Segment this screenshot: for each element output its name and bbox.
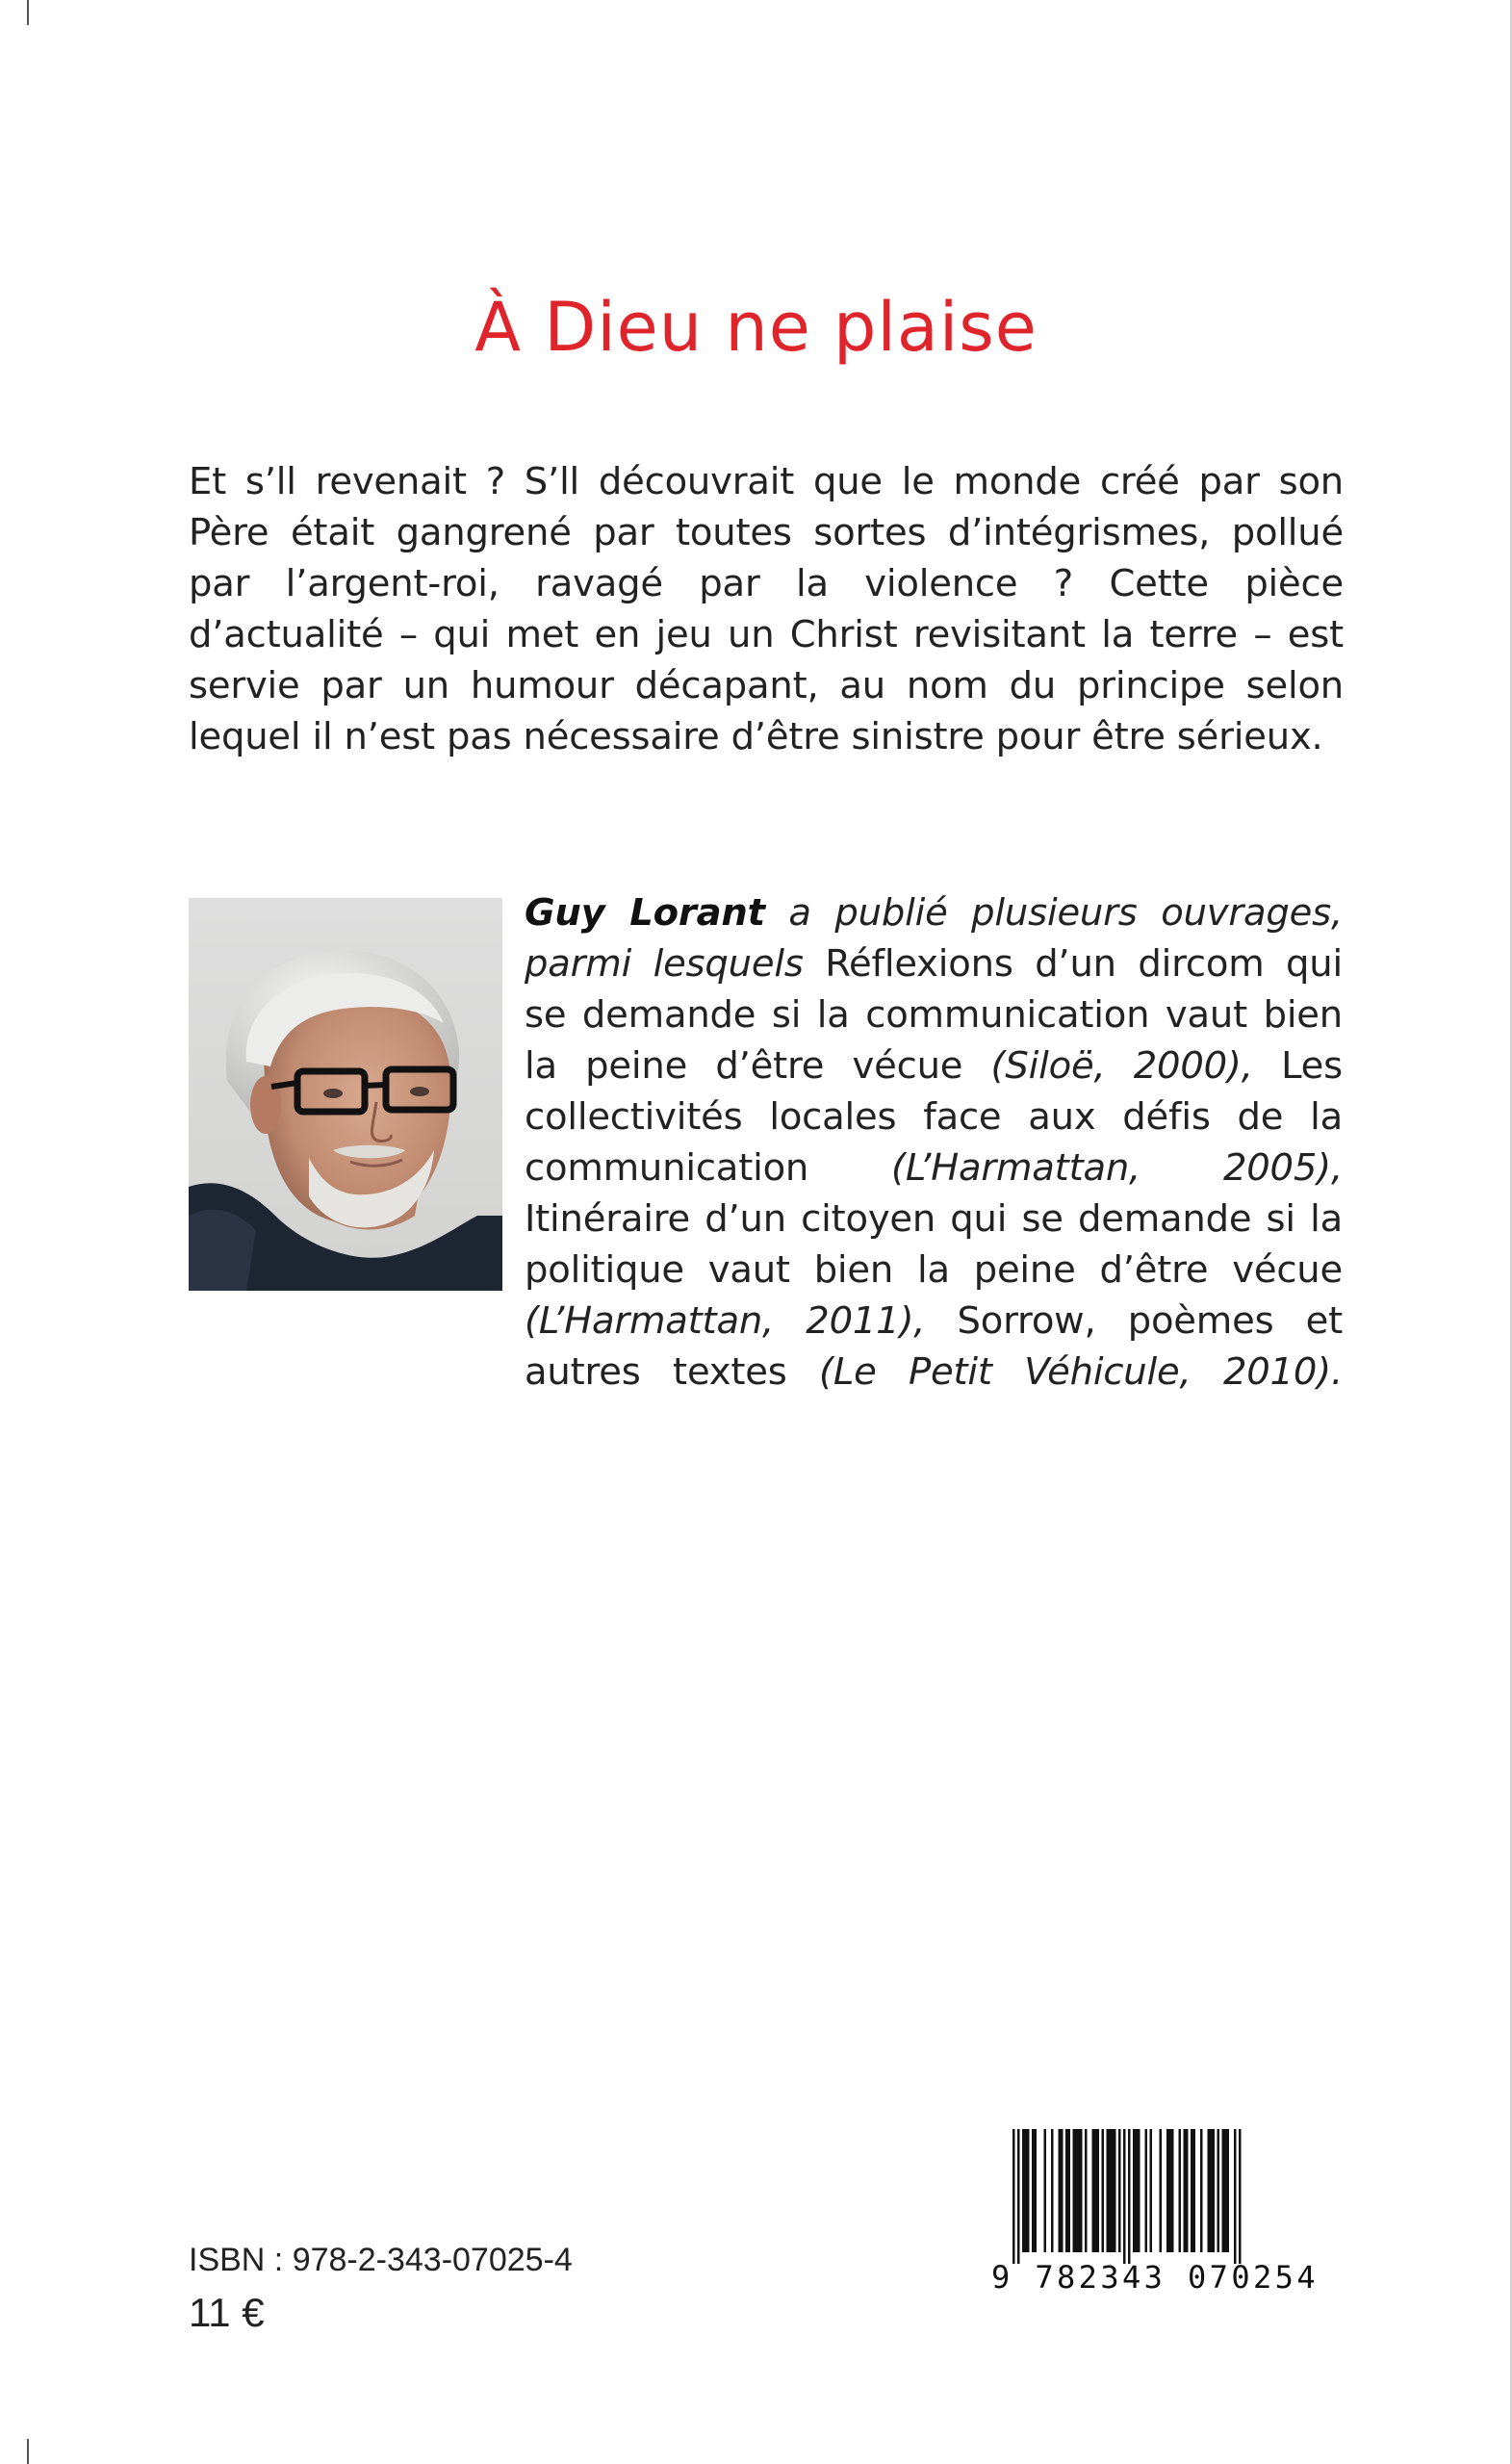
author-portrait-icon — [189, 898, 502, 1291]
barcode-bar — [1051, 2129, 1054, 2252]
barcode-bar — [1092, 2129, 1095, 2252]
isbn-label: ISBN : 978-2-343-07025-4 — [189, 2242, 573, 2278]
barcode-bar — [1073, 2129, 1076, 2252]
barcode-bar — [1160, 2129, 1163, 2252]
bio-segment: Les collectivités locales face aux défis de la communication — [525, 1044, 1343, 1190]
barcode-bar — [1200, 2129, 1203, 2252]
barcode-bar — [1027, 2129, 1030, 2252]
barcode-bar — [1138, 2129, 1140, 2252]
barcode-bar — [1123, 2129, 1126, 2264]
crop-mark-top — [27, 0, 29, 25]
barcode-bar — [1035, 2129, 1038, 2252]
bio-segment: Réflexions d’un dircom qui se demande si la communication vaut bien la peine d’être vécue — [525, 942, 1343, 1088]
bio-segment: Itinéraire d’un citoyen qui se demande si la politique vaut bien la peine d’être vécue — [525, 1197, 1343, 1292]
barcode-bar — [1224, 2129, 1227, 2252]
barcode-bar — [1217, 2129, 1220, 2252]
barcode-bar — [1166, 2129, 1169, 2252]
bio-segment: (Le Petit Véhicule, 2010). — [819, 1350, 1343, 1394]
barcode-bar — [1068, 2129, 1071, 2252]
bio-segment: Sorrow, poèmes et autres textes — [525, 1299, 1344, 1394]
barcode-bar — [1107, 2129, 1110, 2252]
author-photo — [189, 898, 502, 1291]
barcode-bar — [1078, 2129, 1081, 2252]
author-bio — [525, 887, 1343, 1398]
barcode-bar — [1234, 2129, 1237, 2264]
author-name: Guy Lorant — [525, 891, 765, 935]
barcode-bar — [1080, 2129, 1083, 2252]
barcode-bar — [1044, 2129, 1047, 2252]
barcode-bar — [1128, 2129, 1131, 2264]
barcode-bar — [1193, 2129, 1196, 2252]
barcode-bar — [1075, 2129, 1078, 2252]
barcode-bar — [1227, 2129, 1230, 2252]
crop-mark-bottom — [27, 2439, 29, 2464]
bio-segment: (L’Harmattan, 2005), — [891, 1146, 1343, 1190]
barcode-bar — [1150, 2129, 1153, 2252]
barcode-bar — [1025, 2129, 1028, 2252]
barcode-bar — [1171, 2129, 1174, 2252]
barcode-digits: 9 782343 070254 — [991, 2259, 1319, 2296]
barcode-bar — [1118, 2129, 1121, 2252]
barcode-bar — [1085, 2129, 1088, 2252]
barcode-bar — [1017, 2129, 1020, 2264]
book-title: À Dieu ne plaise — [474, 287, 1038, 367]
barcode-bar — [1102, 2129, 1105, 2252]
barcode — [991, 2129, 1319, 2296]
barcode-bar — [1059, 2129, 1062, 2252]
barcode-bar — [1213, 2129, 1216, 2252]
bio-segment: a publié plusieurs ouvrages, parmi lesquels — [525, 891, 1343, 986]
barcode-bar — [1065, 2129, 1068, 2252]
barcode-bar — [1114, 2129, 1116, 2252]
barcode-bar — [1208, 2129, 1211, 2252]
barcode-bar — [1061, 2129, 1064, 2252]
barcode-bar — [1032, 2129, 1035, 2252]
barcode-bar — [1112, 2129, 1115, 2252]
barcode-bar — [1222, 2129, 1225, 2252]
book-blurb: Et s’ll revenait ? S’ll découvrait que le monde créé par son Père était gangrené par toutes sortes d’intégrismes, pollué par l’argent-roi, ravagé par la violence ? Cette pièce d’actualité – qui met en jeu un Christ revisitant la terre – est servie par un humour décapant, au nom du principe selon lequel il n’est pas nécessaire d’être sinistre pour être sérieux. — [189, 460, 1344, 758]
bio-segment: (L’Harmattan, 2011), — [525, 1299, 926, 1343]
barcode-bar — [1179, 2129, 1182, 2252]
barcode-bar — [1239, 2129, 1242, 2264]
barcode-bar — [1210, 2129, 1213, 2252]
price-label: 11 € — [189, 2290, 265, 2335]
barcode-bar — [1094, 2129, 1097, 2252]
bio-segment: (Siloë, 2000), — [990, 1044, 1253, 1088]
barcode-bar — [1186, 2129, 1189, 2252]
barcode-bar — [1136, 2129, 1139, 2252]
barcode-bar — [1169, 2129, 1172, 2252]
barcode-bar — [1133, 2129, 1136, 2252]
barcode-bar — [1097, 2129, 1100, 2252]
barcode-bar — [1022, 2129, 1025, 2252]
barcode-bar — [1109, 2129, 1112, 2252]
barcode-bars — [991, 2129, 1309, 2264]
barcode-bar — [1184, 2129, 1187, 2252]
barcode-bar — [1012, 2129, 1015, 2264]
barcode-bar — [1191, 2129, 1193, 2252]
barcode-bar — [1145, 2129, 1148, 2252]
